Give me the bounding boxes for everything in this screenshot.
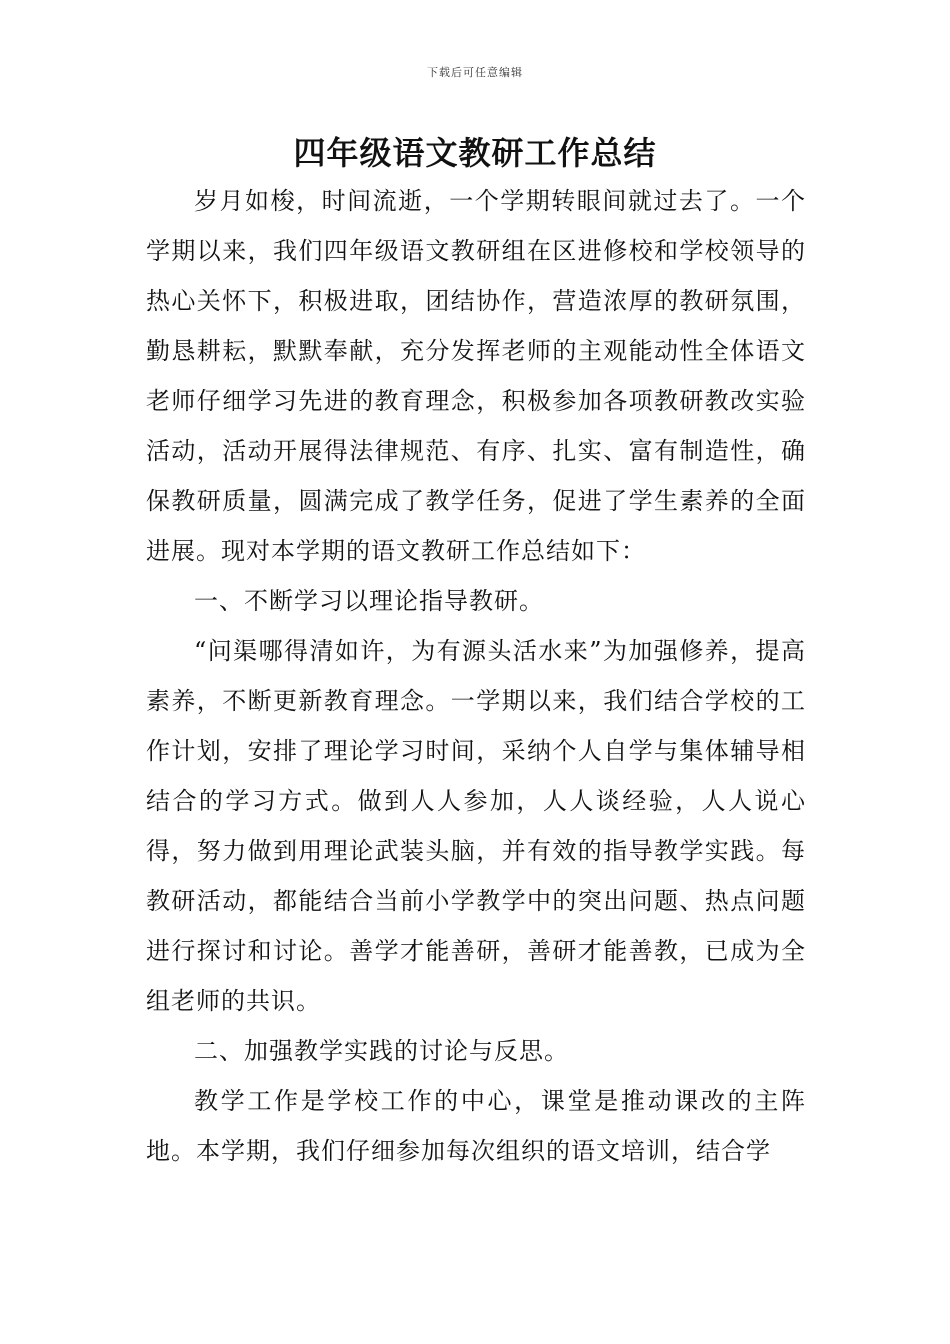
intro-paragraph: 岁月如梭，时间流逝，一个学期转眼间就过去了。一个学期以来，我们四年级语文教研组在区进修校和学校领导的热心关怀下，积极进取，团结协作，营造浓厚的教研氛围，勤恳耕耘，默默奉献，充分发挥老师的主观能动性全体语文老师仔细学习先进的教育理念，积极参加各项教研教改实验活动，活动开展得法律规范、有序、扎实、富有制造性，确保教研质量，圆满完成了教学任务，促进了学生素养的全面进展。现对本学期的语文教研工作总结如下： — [146, 187, 806, 565]
section-1-paragraph: “问渠哪得清如许，为有源头活水来”为加强修养，提高素养，不断更新教育理念。一学期以来，我们结合学校的工作计划，安排了理论学习时间，采纳个人自学与集体辅导相结合的学习方式。做到人人参加，人人谈经验，人人说心得，努力做到用理论武装头脑，并有效的指导教学实践。每教研活动，都能结合当前小学教学中的突出问题、热点问题进行探讨和讨论。善学才能善研，善研才能善教，已成为全组老师的共识。 — [146, 637, 806, 1015]
document-title: 四年级语文教研工作总结 — [293, 134, 657, 172]
section-heading-1: 一、不断学习以理论指导教研。 — [194, 587, 544, 615]
document-body — [146, 176, 806, 1176]
section-2-paragraph: 教学工作是学校工作的中心，课堂是推动课改的主阵地。本学期，我们仔细参加每次组织的语文培训，结合学 — [146, 1087, 806, 1165]
section-heading-2: 二、加强教学实践的讨论与反思。 — [194, 1037, 569, 1065]
header-note: 下载后可任意编辑 — [427, 66, 523, 79]
